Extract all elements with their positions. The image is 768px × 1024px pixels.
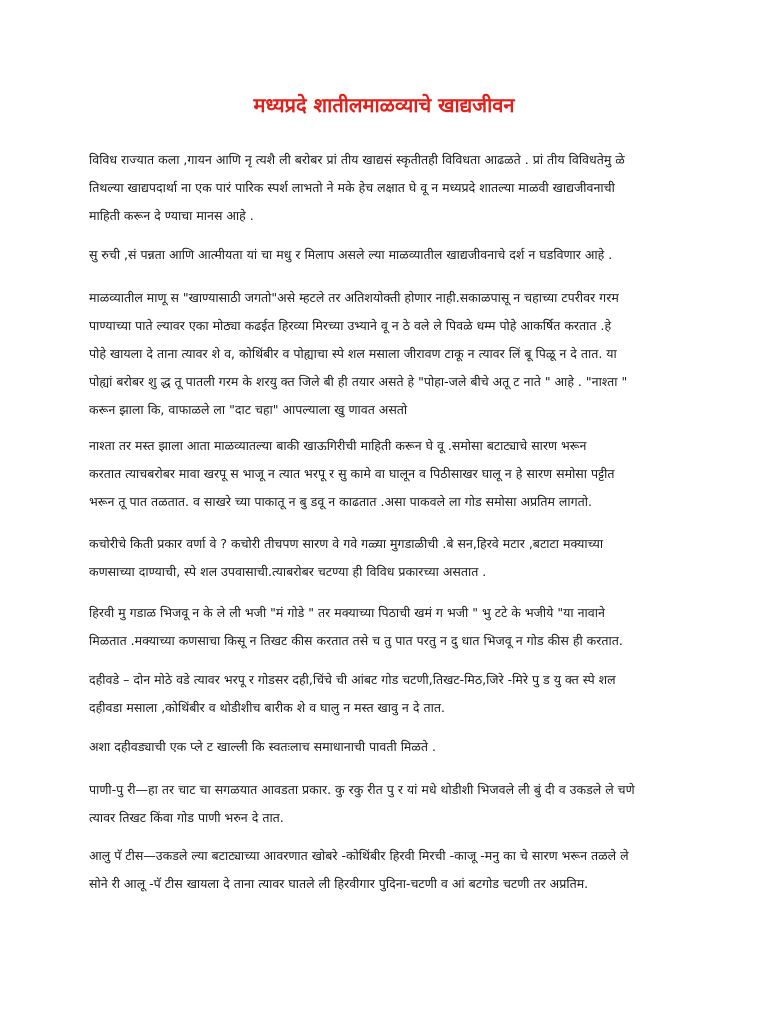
paragraph-line: सोने री आलू -पॅ टीस खायला दे ताना त्यावर घातले ली हिरवीगार पुदिना-चटणी व आं बटगोड चटणी तर अप्रतिम.	[89, 876, 589, 891]
paragraph-line: नाश्ता तर मस्त झाला आता माळव्यातल्या बाकी खाऊगिरीची माहिती करून घे वू .समोसा बटाट्याचे सारण भरून	[89, 438, 587, 453]
paragraph-line: पोह्यां बरोबर शु द्ध तू पातली गरम के शरयु क्त जिले बी ही तयार असते हे "पोहा-जले बीचे अतू ट नाते " आहे . "नाश्ता "	[89, 374, 628, 389]
paragraph-line: अशा दहीवड्याची एक प्ले ट खाल्ली कि स्वतःलाच समाधानाची पावती मिळते .	[89, 739, 436, 754]
paragraph-6	[89, 599, 689, 655]
paragraph-line: पोहे खायला दे ताना त्यावर शे व, कोथिंबीर व पोह्याचा स्पे शल मसाला जीरावण टाकू न त्यावर लिं बू पिळू न दे तात. या	[89, 346, 617, 361]
paragraph-line: मिळतात .मक्याच्या कणसाचा किसू न तिखट कीस करतात तसे च तु पात परतु न दु धात भिजवू न गोड कीस ही करतात.	[89, 633, 623, 648]
page-title: मध्यप्रदे शातीलमाळव्याचे खाद्यजीवन	[253, 93, 515, 117]
paragraph-3	[89, 284, 689, 424]
paragraph-5	[89, 530, 689, 586]
paragraph-line: माहिती करून दे ण्याचा मानस आहे .	[89, 208, 254, 223]
paragraph-8	[89, 733, 689, 761]
paragraph-line: माळव्यातील माणू स "खाण्यासाठी जगतो"असे म्हटले तर अतिशयोक्ती होणार नाही.सकाळपासू न चहाच्या टपरीवर गरम	[89, 290, 619, 305]
paragraph-line: त्यावर तिखट किंवा गोड पाणी भरुन दे तात.	[89, 810, 284, 825]
paragraph-1	[89, 146, 689, 230]
paragraph-line: करतात त्याचबरोबर मावा खरपू स भाजू न त्यात भरपू र सु कामे वा घालून व पिठीसाखर घालू न हे सारण समोसा पट्टीत	[89, 466, 615, 481]
paragraph-line: कणसाच्या दाण्याची, स्पे शल उपवासाची.त्याबरोबर चटण्या ही विविध प्रकारच्या असतात .	[89, 564, 487, 579]
paragraph-line: आलु पॅ टीस—उकडले ल्या बटाट्याच्या आवरणात खोबरे -कोथिंबीर हिरवी मिरची -काजू -मनु का चे सारण भरून तळले ले	[89, 848, 629, 863]
paragraph-line: दहीवडे – दोन मोठे वडे त्यावर भरपू र गोडसर दही,चिंचे ची आंबट गोड चटणी,तिखट-मिठ,जिरे -मिरे पु ड यु क्त स्पे शल	[89, 672, 616, 687]
paragraph-line: पाणी-पु री—हा तर चाट चा सगळयात आवडता प्रकार. कु रकु रीत पु र यां मधे थोडीशी भिजवले ली बुं दी व उकडले ले चणे	[89, 782, 635, 797]
paragraph-line: करून झाला कि, वाफाळले ला "दाट चहा" आपल्याला खु णावत असतो	[89, 402, 408, 417]
paragraph-10	[89, 842, 689, 898]
paragraph-9	[89, 776, 689, 832]
paragraph-line: तिथल्या खाद्यपदार्था ना एक पारं पारिक स्पर्श लाभतो ने मके हेच लक्षात घे वू न मध्यप्रदे शातल्या माळवी खाद्यजीवनाची	[89, 180, 615, 195]
paragraph-line: दहीवडा मसाला ,कोथिंबीर व थोडीशीच बारीक शे व घालु न मस्त खावु न दे तात.	[89, 700, 445, 715]
paragraph-line: कचोरीचे किती प्रकार वर्णा वे ? कचोरी तीचपण सारण वे गवे गळ्या मुगडाळीची .बे सन,हिरवे मटार ,बटाटा मक्याच्या	[89, 536, 604, 551]
paragraph-4	[89, 432, 689, 516]
paragraph-line: पाण्याच्या पाते ल्यावर एका मोठ्या कढईत हिरव्या मिरच्या उभ्याने वू न ठे वले ले पिवळे धम्म पोहे आकर्षित करतात .हे	[89, 318, 612, 333]
paragraph-line: हिरवी मु गडाळ भिजवू न के ले ली भजी "मं गोडे " तर मक्याच्या पिठाची खमं ग भजी " भु टटे के भजीये "या नावाने	[89, 605, 605, 620]
paragraph-line: भरून तू पात तळतात. व साखरे च्या पाकातू न बु डवू न काढतात .असा पाकवले ला गोड समोसा अप्रतिम लागतो.	[89, 494, 593, 509]
paragraph-7	[89, 666, 689, 722]
paragraph-2	[89, 241, 689, 269]
paragraph-line: विविध राज्यात कला ,गायन आणि नृ त्यशै ली बरोबर प्रां तीय खाद्यसं स्कृतीतही विविधता आढळते . प्रां तीय विविधतेमु ळे	[89, 152, 625, 167]
paragraph-line: सु रुची ,सं पन्नता आणि आत्मीयता यां चा मधु र मिलाप असले ल्या माळव्यातील खाद्यजीवनाचे दर्श न घडविणार आहे .	[89, 247, 613, 262]
